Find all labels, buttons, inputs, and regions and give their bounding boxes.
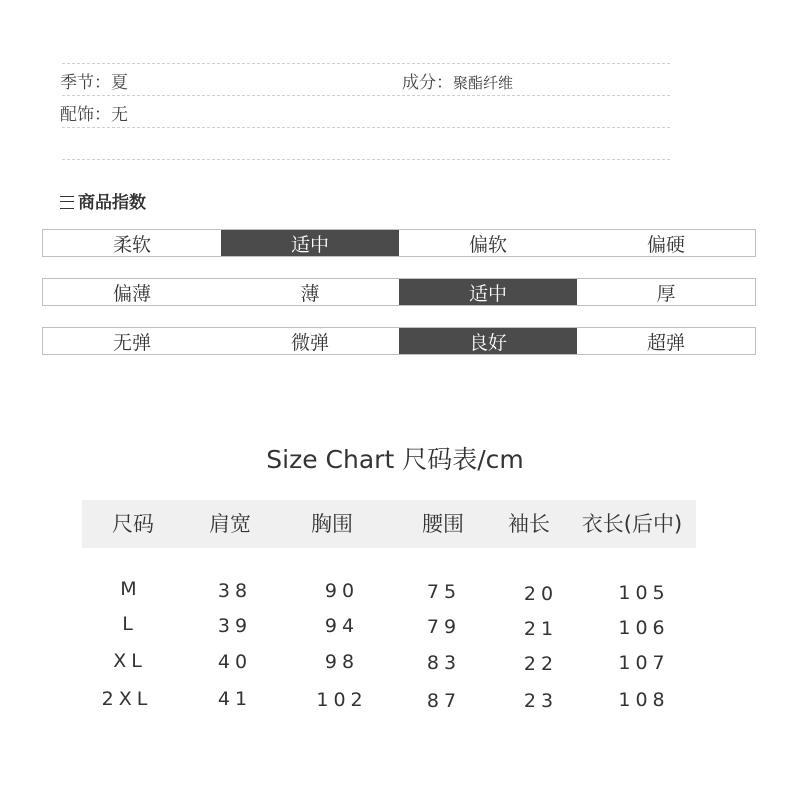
table-cell: 106	[618, 617, 670, 639]
index-option: 偏软	[468, 233, 507, 256]
table-cell: 105	[618, 582, 670, 604]
index-option-selected: 适中	[399, 279, 577, 305]
table-cell: 40	[217, 651, 253, 673]
header-size: 尺码	[112, 512, 154, 536]
table-cell: 98	[324, 651, 360, 673]
divider-3	[62, 159, 670, 160]
table-cell: 41	[217, 688, 253, 710]
table-cell: 90	[324, 580, 360, 602]
table-cell: 38	[217, 580, 253, 602]
table-cell: 75	[426, 581, 462, 603]
table-cell: 23	[523, 690, 559, 712]
material-value: 聚酯纤维	[453, 74, 514, 92]
header-sleeve: 袖长	[508, 512, 550, 536]
material-attribute	[402, 68, 513, 93]
table-cell: 94	[324, 615, 360, 637]
accessory-attribute	[60, 100, 128, 125]
accessory-label: 配饰：	[60, 105, 111, 125]
table-cell: XL	[113, 650, 147, 672]
header-shoulder: 肩宽	[209, 512, 251, 536]
index-option-selected: 良好	[399, 328, 577, 354]
table-cell: 87	[426, 690, 462, 712]
index-option: 薄	[300, 282, 320, 305]
season-attribute	[60, 68, 128, 93]
index-option: 柔软	[112, 233, 151, 256]
divider-2	[62, 127, 670, 128]
elasticity-row	[42, 327, 756, 355]
index-option-selected: 适中	[221, 230, 399, 256]
header-chest: 胸围	[311, 512, 353, 536]
thickness-row	[42, 278, 756, 306]
divider-top	[62, 63, 670, 64]
table-cell: 22	[523, 653, 559, 675]
table-cell: 108	[618, 689, 670, 711]
table-cell: M	[120, 578, 142, 600]
index-option: 无弹	[112, 331, 151, 354]
header-length: 衣长(后中)	[581, 512, 683, 536]
list-icon	[60, 196, 74, 209]
softness-row	[42, 229, 756, 257]
index-section-title	[60, 188, 146, 213]
table-cell: 39	[217, 615, 253, 637]
index-option: 厚	[656, 282, 676, 305]
divider-1	[62, 95, 670, 96]
index-option: 超弹	[646, 331, 685, 354]
table-cell: 79	[426, 616, 462, 638]
table-cell: 83	[426, 652, 462, 674]
material-label: 成分：	[402, 73, 453, 93]
index-option: 偏硬	[646, 233, 685, 256]
accessory-value: 无	[111, 105, 128, 125]
size-table-header	[82, 500, 696, 548]
table-cell: L	[122, 613, 138, 635]
index-option: 微弹	[290, 331, 329, 354]
table-cell: 102	[316, 689, 368, 711]
size-chart-title: Size Chart 尺码表/cm	[266, 445, 524, 474]
table-cell: 21	[523, 618, 559, 640]
table-cell: 107	[618, 652, 670, 674]
table-cell: 2XL	[101, 688, 153, 710]
header-waist: 腰围	[422, 512, 464, 536]
table-cell: 20	[523, 583, 559, 605]
index-option: 偏薄	[112, 282, 151, 305]
season-label: 季节：	[60, 73, 111, 93]
index-title-text: 商品指数	[78, 193, 146, 213]
season-value: 夏	[111, 73, 128, 93]
